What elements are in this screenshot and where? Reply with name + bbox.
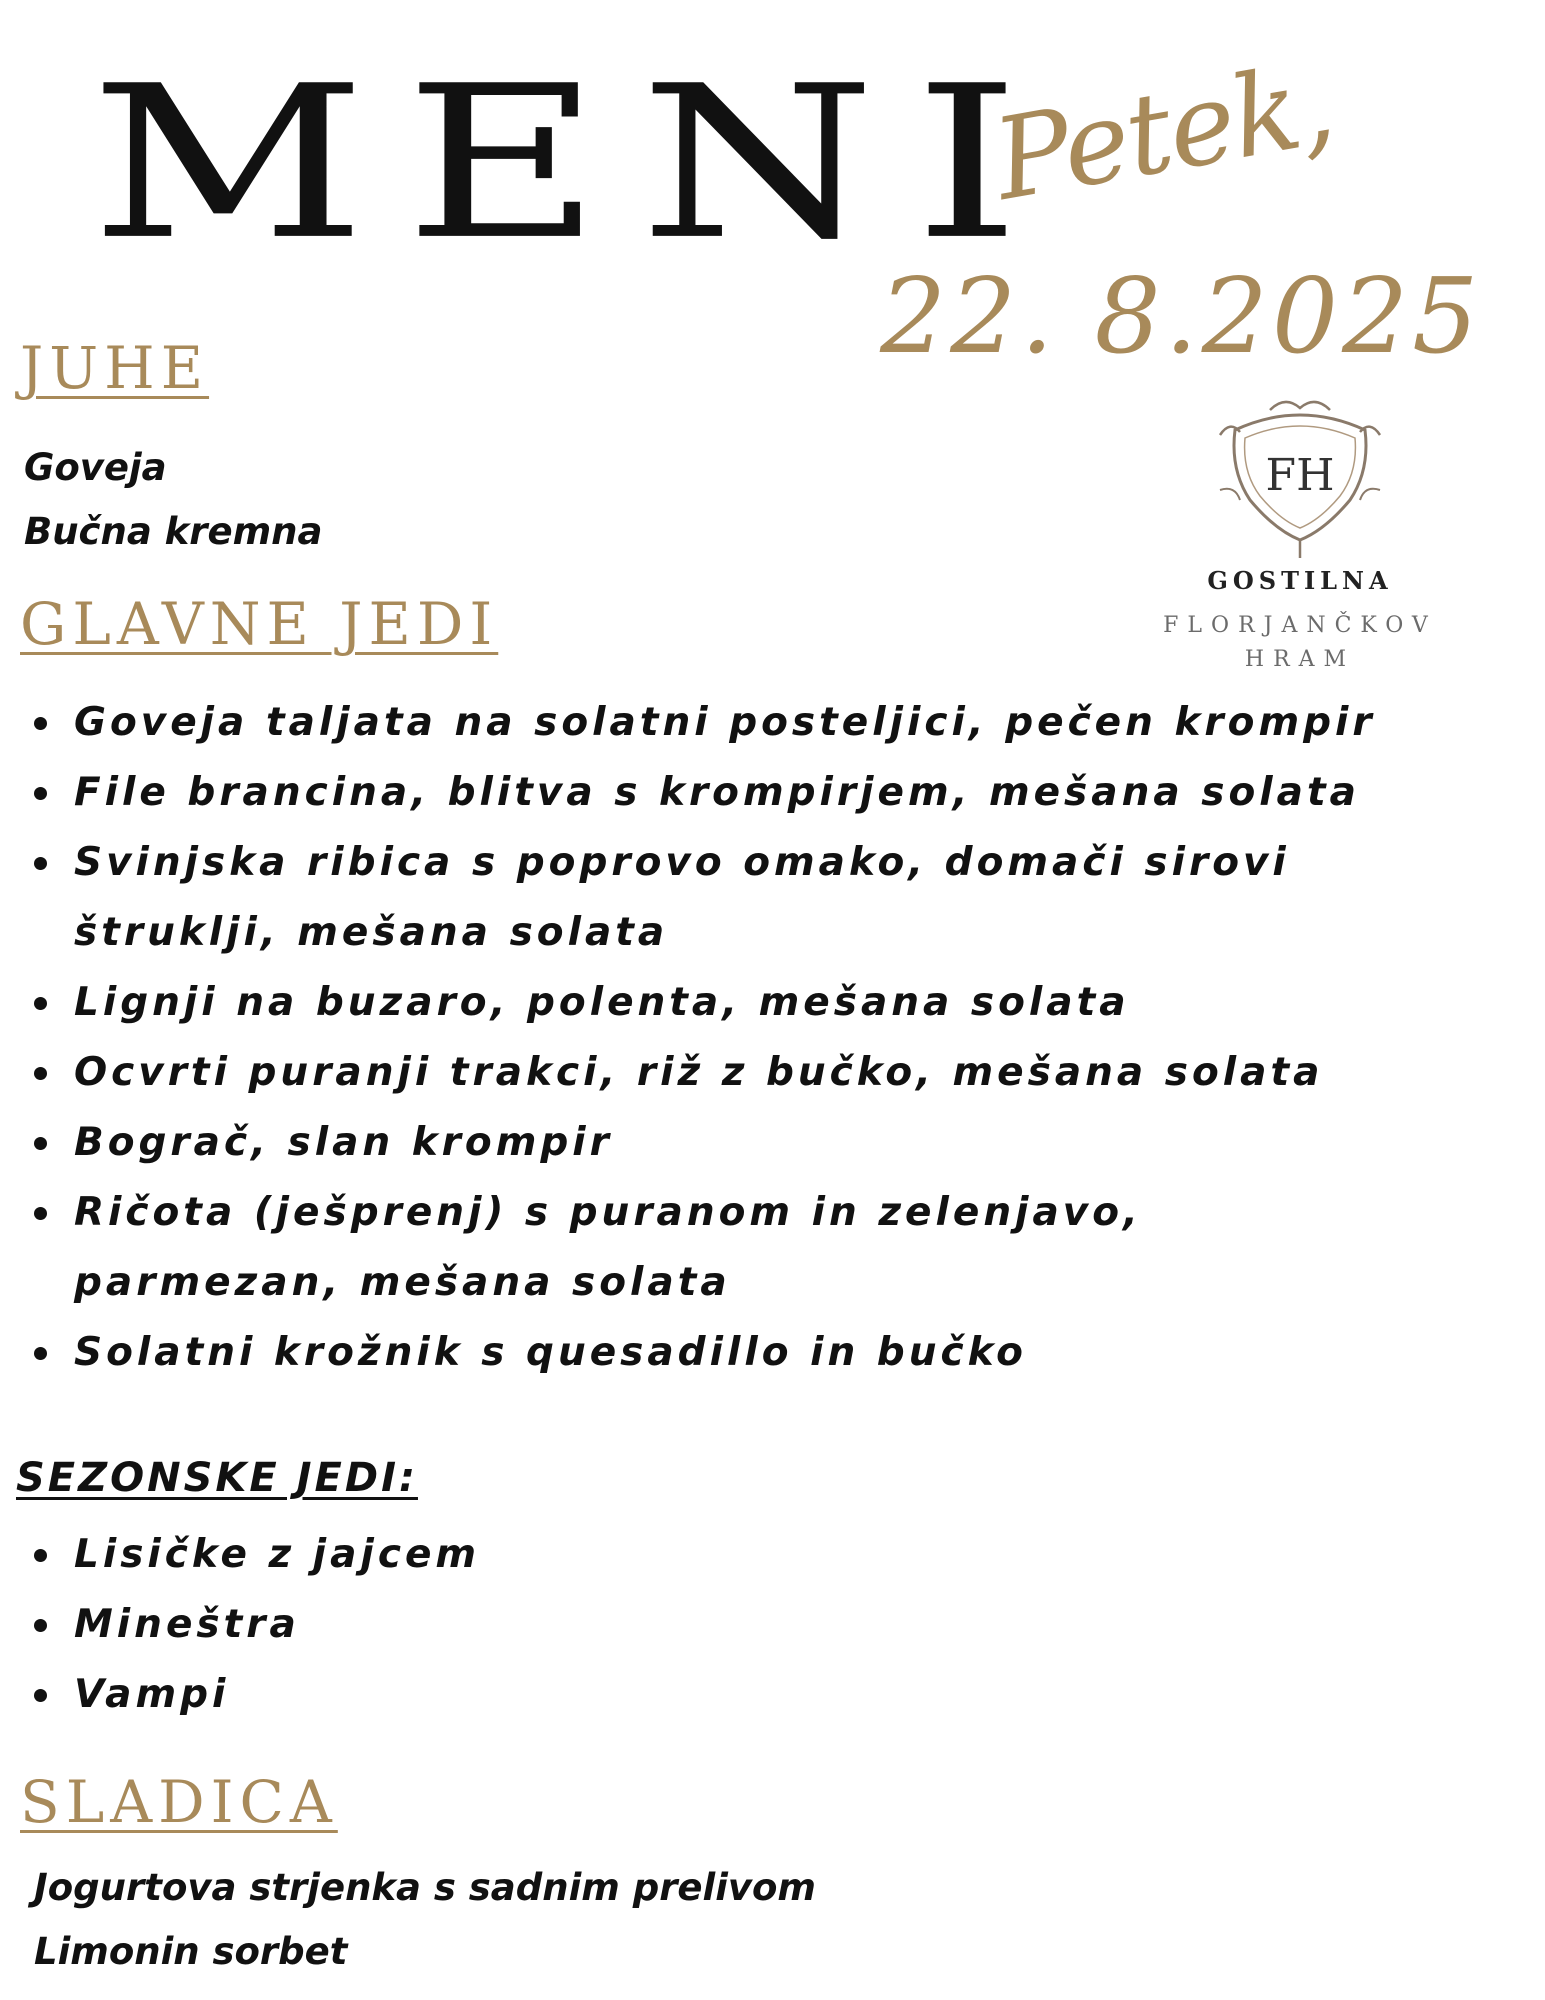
list-item: Bučna kremna [24, 510, 323, 553]
list-item: File brancina, blitva s krompirjem, mešana solata [24, 758, 1504, 828]
list-item: Lignji na buzaro, polenta, mešana solata [24, 968, 1504, 1038]
list-item: Goveja [24, 446, 167, 489]
list-item: Svinjska ribica s poprovo omako, domači sirovi štruklji, mešana solata [24, 828, 1444, 968]
list-item: Ocvrti puranji trakci, riž z bučko, mešana solata [24, 1038, 1504, 1108]
list-item: Lisičke z jajcem [24, 1520, 1504, 1590]
restaurant-logo [1150, 390, 1450, 677]
list-item: Bograč, slan krompir [24, 1108, 1504, 1178]
logo-name: GOSTILNA [1207, 566, 1393, 595]
day-label: Petek, [985, 39, 1342, 227]
list-item: Goveja taljata na solatni posteljici, pečen krompir [24, 688, 1504, 758]
logo-subtitle-line1: FLORJANČKOV [1163, 613, 1437, 638]
logo-subtitle-line2: HRAM [1244, 647, 1356, 673]
logo-monogram: FH [1265, 450, 1335, 501]
date-label: 22. 8.2025 [880, 255, 1483, 377]
list-item: Vampi [24, 1660, 1504, 1730]
soups-list [24, 436, 322, 564]
list-item: Jogurtova strjenka s sadnim prelivom [34, 1866, 816, 1909]
mains-list [24, 688, 1504, 1388]
dessert-heading: SLADICA [20, 1768, 338, 1836]
list-item: Mineštra [24, 1590, 1504, 1660]
dessert-list [34, 1856, 816, 1984]
list-item: Ričota (ješprenj) s puranom in zelenjavo, parmezan, mešana solata [24, 1178, 1394, 1318]
crest-icon [1210, 390, 1390, 560]
logo-subtitle [1150, 609, 1450, 677]
list-item: Solatni krožnik s quesadillo in bučko [24, 1318, 1504, 1388]
seasonal-list [24, 1520, 1504, 1730]
mains-heading: GLAVNE JEDI [20, 590, 499, 658]
list-item: Limonin sorbet [34, 1930, 348, 1973]
seasonal-heading: SEZONSKE JEDI: [16, 1455, 418, 1501]
menu-title: MENI [90, 40, 1059, 286]
soups-heading: JUHE [20, 334, 210, 402]
